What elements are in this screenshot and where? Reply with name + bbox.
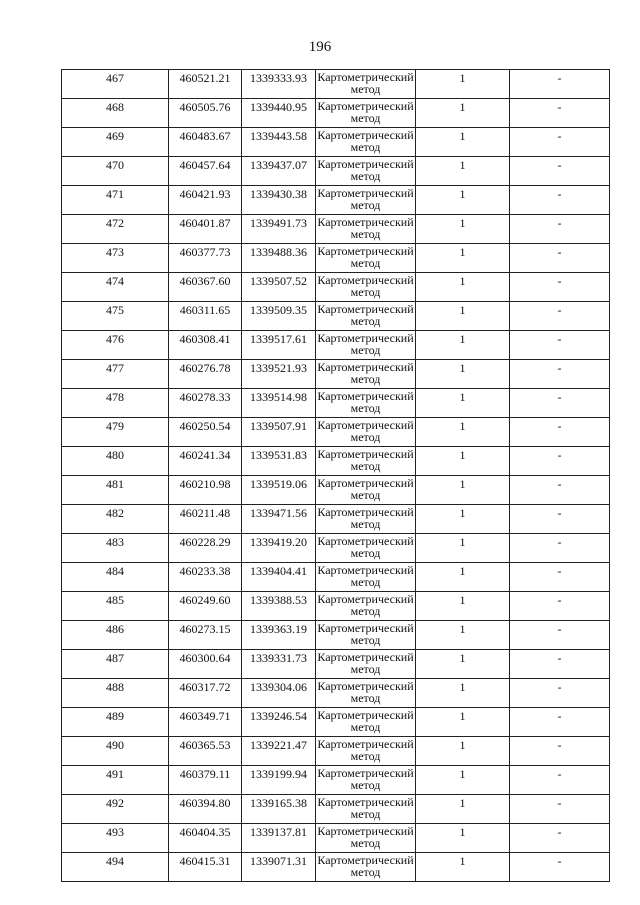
- x-coordinate-cell: 460241.34: [169, 447, 242, 476]
- x-coordinate-cell: 460349.71: [169, 708, 242, 737]
- description-cell: -: [510, 592, 610, 621]
- x-coordinate-cell: 460457.64: [169, 157, 242, 186]
- method-cell: Картометрический метод: [316, 302, 416, 331]
- y-coordinate-cell: 1339507.91: [242, 418, 316, 447]
- accuracy-cell: 1: [416, 186, 510, 215]
- x-coordinate-cell: 460276.78: [169, 360, 242, 389]
- table-row: [62, 650, 610, 679]
- description-cell: -: [510, 157, 610, 186]
- description-cell: -: [510, 447, 610, 476]
- x-coordinate-cell: 460278.33: [169, 389, 242, 418]
- y-coordinate-cell: 1339221.47: [242, 737, 316, 766]
- method-cell: Картометрический метод: [316, 679, 416, 708]
- point-number-cell: 474: [62, 273, 169, 302]
- point-number-cell: 480: [62, 447, 169, 476]
- y-coordinate-cell: 1339507.52: [242, 273, 316, 302]
- table-row: [62, 389, 610, 418]
- table-row: [62, 853, 610, 882]
- y-coordinate-cell: 1339331.73: [242, 650, 316, 679]
- description-cell: -: [510, 99, 610, 128]
- y-coordinate-cell: 1339363.19: [242, 621, 316, 650]
- method-cell: Картометрический метод: [316, 824, 416, 853]
- description-cell: -: [510, 505, 610, 534]
- x-coordinate-cell: 460311.65: [169, 302, 242, 331]
- description-cell: -: [510, 766, 610, 795]
- method-cell: Картометрический метод: [316, 186, 416, 215]
- x-coordinate-cell: 460505.76: [169, 99, 242, 128]
- accuracy-cell: 1: [416, 302, 510, 331]
- description-cell: -: [510, 476, 610, 505]
- table-row: [62, 157, 610, 186]
- accuracy-cell: 1: [416, 592, 510, 621]
- accuracy-cell: 1: [416, 563, 510, 592]
- x-coordinate-cell: 460211.48: [169, 505, 242, 534]
- description-cell: -: [510, 534, 610, 563]
- point-number-cell: 472: [62, 215, 169, 244]
- table-row: [62, 447, 610, 476]
- x-coordinate-cell: 460483.67: [169, 128, 242, 157]
- method-cell: Картометрический метод: [316, 737, 416, 766]
- method-cell: Картометрический метод: [316, 795, 416, 824]
- method-cell: Картометрический метод: [316, 389, 416, 418]
- y-coordinate-cell: 1339388.53: [242, 592, 316, 621]
- page-number: 196: [308, 39, 332, 55]
- method-cell: Картометрический метод: [316, 99, 416, 128]
- y-coordinate-cell: 1339521.93: [242, 360, 316, 389]
- table-row: [62, 708, 610, 737]
- method-cell: Картометрический метод: [316, 621, 416, 650]
- y-coordinate-cell: 1339333.93: [242, 70, 316, 99]
- coordinates-table: [61, 69, 610, 882]
- accuracy-cell: 1: [416, 737, 510, 766]
- x-coordinate-cell: 460317.72: [169, 679, 242, 708]
- point-number-cell: 479: [62, 418, 169, 447]
- point-number-cell: 491: [62, 766, 169, 795]
- y-coordinate-cell: 1339199.94: [242, 766, 316, 795]
- y-coordinate-cell: 1339509.35: [242, 302, 316, 331]
- point-number-cell: 494: [62, 853, 169, 882]
- description-cell: -: [510, 186, 610, 215]
- table-row: [62, 824, 610, 853]
- x-coordinate-cell: 460521.21: [169, 70, 242, 99]
- table-row: [62, 128, 610, 157]
- x-coordinate-cell: 460377.73: [169, 244, 242, 273]
- description-cell: -: [510, 215, 610, 244]
- y-coordinate-cell: 1339404.41: [242, 563, 316, 592]
- y-coordinate-cell: 1339071.31: [242, 853, 316, 882]
- point-number-cell: 481: [62, 476, 169, 505]
- y-coordinate-cell: 1339430.38: [242, 186, 316, 215]
- method-cell: Картометрический метод: [316, 273, 416, 302]
- description-cell: -: [510, 563, 610, 592]
- point-number-cell: 483: [62, 534, 169, 563]
- method-cell: Картометрический метод: [316, 70, 416, 99]
- description-cell: -: [510, 795, 610, 824]
- accuracy-cell: 1: [416, 795, 510, 824]
- table-row: [62, 505, 610, 534]
- point-number-cell: 492: [62, 795, 169, 824]
- accuracy-cell: 1: [416, 157, 510, 186]
- point-number-cell: 485: [62, 592, 169, 621]
- y-coordinate-cell: 1339440.95: [242, 99, 316, 128]
- table-row: [62, 766, 610, 795]
- accuracy-cell: 1: [416, 244, 510, 273]
- x-coordinate-cell: 460300.64: [169, 650, 242, 679]
- y-coordinate-cell: 1339137.81: [242, 824, 316, 853]
- table-row: [62, 592, 610, 621]
- description-cell: -: [510, 331, 610, 360]
- description-cell: -: [510, 273, 610, 302]
- x-coordinate-cell: 460210.98: [169, 476, 242, 505]
- x-coordinate-cell: 460415.31: [169, 853, 242, 882]
- description-cell: -: [510, 737, 610, 766]
- x-coordinate-cell: 460250.54: [169, 418, 242, 447]
- description-cell: -: [510, 418, 610, 447]
- description-cell: -: [510, 302, 610, 331]
- accuracy-cell: 1: [416, 679, 510, 708]
- description-cell: -: [510, 389, 610, 418]
- accuracy-cell: 1: [416, 70, 510, 99]
- table-row: [62, 418, 610, 447]
- accuracy-cell: 1: [416, 360, 510, 389]
- accuracy-cell: 1: [416, 621, 510, 650]
- description-cell: -: [510, 824, 610, 853]
- point-number-cell: 490: [62, 737, 169, 766]
- y-coordinate-cell: 1339246.54: [242, 708, 316, 737]
- x-coordinate-cell: 460233.38: [169, 563, 242, 592]
- point-number-cell: 476: [62, 331, 169, 360]
- accuracy-cell: 1: [416, 534, 510, 563]
- accuracy-cell: 1: [416, 418, 510, 447]
- x-coordinate-cell: 460394.80: [169, 795, 242, 824]
- accuracy-cell: 1: [416, 766, 510, 795]
- description-cell: -: [510, 650, 610, 679]
- method-cell: Картометрический метод: [316, 447, 416, 476]
- description-cell: -: [510, 128, 610, 157]
- point-number-cell: 471: [62, 186, 169, 215]
- description-cell: -: [510, 621, 610, 650]
- x-coordinate-cell: 460401.87: [169, 215, 242, 244]
- x-coordinate-cell: 460404.35: [169, 824, 242, 853]
- table-row: [62, 679, 610, 708]
- point-number-cell: 469: [62, 128, 169, 157]
- table-row: [62, 302, 610, 331]
- table-row: [62, 70, 610, 99]
- method-cell: Картометрический метод: [316, 157, 416, 186]
- method-cell: Картометрический метод: [316, 244, 416, 273]
- method-cell: Картометрический метод: [316, 766, 416, 795]
- x-coordinate-cell: 460421.93: [169, 186, 242, 215]
- accuracy-cell: 1: [416, 128, 510, 157]
- point-number-cell: 467: [62, 70, 169, 99]
- method-cell: Картометрический метод: [316, 563, 416, 592]
- table-row: [62, 534, 610, 563]
- y-coordinate-cell: 1339471.56: [242, 505, 316, 534]
- method-cell: Картометрический метод: [316, 331, 416, 360]
- point-number-cell: 478: [62, 389, 169, 418]
- point-number-cell: 493: [62, 824, 169, 853]
- method-cell: Картометрический метод: [316, 592, 416, 621]
- y-coordinate-cell: 1339419.20: [242, 534, 316, 563]
- accuracy-cell: 1: [416, 505, 510, 534]
- y-coordinate-cell: 1339491.73: [242, 215, 316, 244]
- coordinates-table-body: [62, 70, 610, 882]
- accuracy-cell: 1: [416, 389, 510, 418]
- method-cell: Картометрический метод: [316, 476, 416, 505]
- y-coordinate-cell: 1339443.58: [242, 128, 316, 157]
- description-cell: -: [510, 708, 610, 737]
- method-cell: Картометрический метод: [316, 128, 416, 157]
- y-coordinate-cell: 1339304.06: [242, 679, 316, 708]
- table-row: [62, 795, 610, 824]
- method-cell: Картометрический метод: [316, 534, 416, 563]
- point-number-cell: 489: [62, 708, 169, 737]
- accuracy-cell: 1: [416, 650, 510, 679]
- table-row: [62, 99, 610, 128]
- y-coordinate-cell: 1339517.61: [242, 331, 316, 360]
- description-cell: -: [510, 679, 610, 708]
- accuracy-cell: 1: [416, 853, 510, 882]
- point-number-cell: 482: [62, 505, 169, 534]
- point-number-cell: 470: [62, 157, 169, 186]
- description-cell: -: [510, 70, 610, 99]
- x-coordinate-cell: 460249.60: [169, 592, 242, 621]
- accuracy-cell: 1: [416, 476, 510, 505]
- table-row: [62, 244, 610, 273]
- method-cell: Картометрический метод: [316, 853, 416, 882]
- accuracy-cell: 1: [416, 331, 510, 360]
- description-cell: -: [510, 244, 610, 273]
- x-coordinate-cell: 460228.29: [169, 534, 242, 563]
- table-row: [62, 215, 610, 244]
- table-row: [62, 476, 610, 505]
- point-number-cell: 468: [62, 99, 169, 128]
- accuracy-cell: 1: [416, 273, 510, 302]
- table-row: [62, 360, 610, 389]
- point-number-cell: 473: [62, 244, 169, 273]
- table-row: [62, 273, 610, 302]
- method-cell: Картометрический метод: [316, 708, 416, 737]
- x-coordinate-cell: 460379.11: [169, 766, 242, 795]
- x-coordinate-cell: 460273.15: [169, 621, 242, 650]
- point-number-cell: 487: [62, 650, 169, 679]
- y-coordinate-cell: 1339488.36: [242, 244, 316, 273]
- accuracy-cell: 1: [416, 824, 510, 853]
- accuracy-cell: 1: [416, 99, 510, 128]
- accuracy-cell: 1: [416, 447, 510, 476]
- point-number-cell: 486: [62, 621, 169, 650]
- table-row: [62, 331, 610, 360]
- method-cell: Картометрический метод: [316, 418, 416, 447]
- x-coordinate-cell: 460308.41: [169, 331, 242, 360]
- method-cell: Картометрический метод: [316, 505, 416, 534]
- method-cell: Картометрический метод: [316, 360, 416, 389]
- accuracy-cell: 1: [416, 215, 510, 244]
- method-cell: Картометрический метод: [316, 650, 416, 679]
- table-row: [62, 186, 610, 215]
- y-coordinate-cell: 1339531.83: [242, 447, 316, 476]
- point-number-cell: 484: [62, 563, 169, 592]
- method-cell: Картометрический метод: [316, 215, 416, 244]
- x-coordinate-cell: 460367.60: [169, 273, 242, 302]
- point-number-cell: 488: [62, 679, 169, 708]
- y-coordinate-cell: 1339514.98: [242, 389, 316, 418]
- accuracy-cell: 1: [416, 708, 510, 737]
- point-number-cell: 475: [62, 302, 169, 331]
- table-row: [62, 621, 610, 650]
- y-coordinate-cell: 1339437.07: [242, 157, 316, 186]
- point-number-cell: 477: [62, 360, 169, 389]
- x-coordinate-cell: 460365.53: [169, 737, 242, 766]
- y-coordinate-cell: 1339165.38: [242, 795, 316, 824]
- table-row: [62, 737, 610, 766]
- description-cell: -: [510, 360, 610, 389]
- table-row: [62, 563, 610, 592]
- description-cell: -: [510, 853, 610, 882]
- y-coordinate-cell: 1339519.06: [242, 476, 316, 505]
